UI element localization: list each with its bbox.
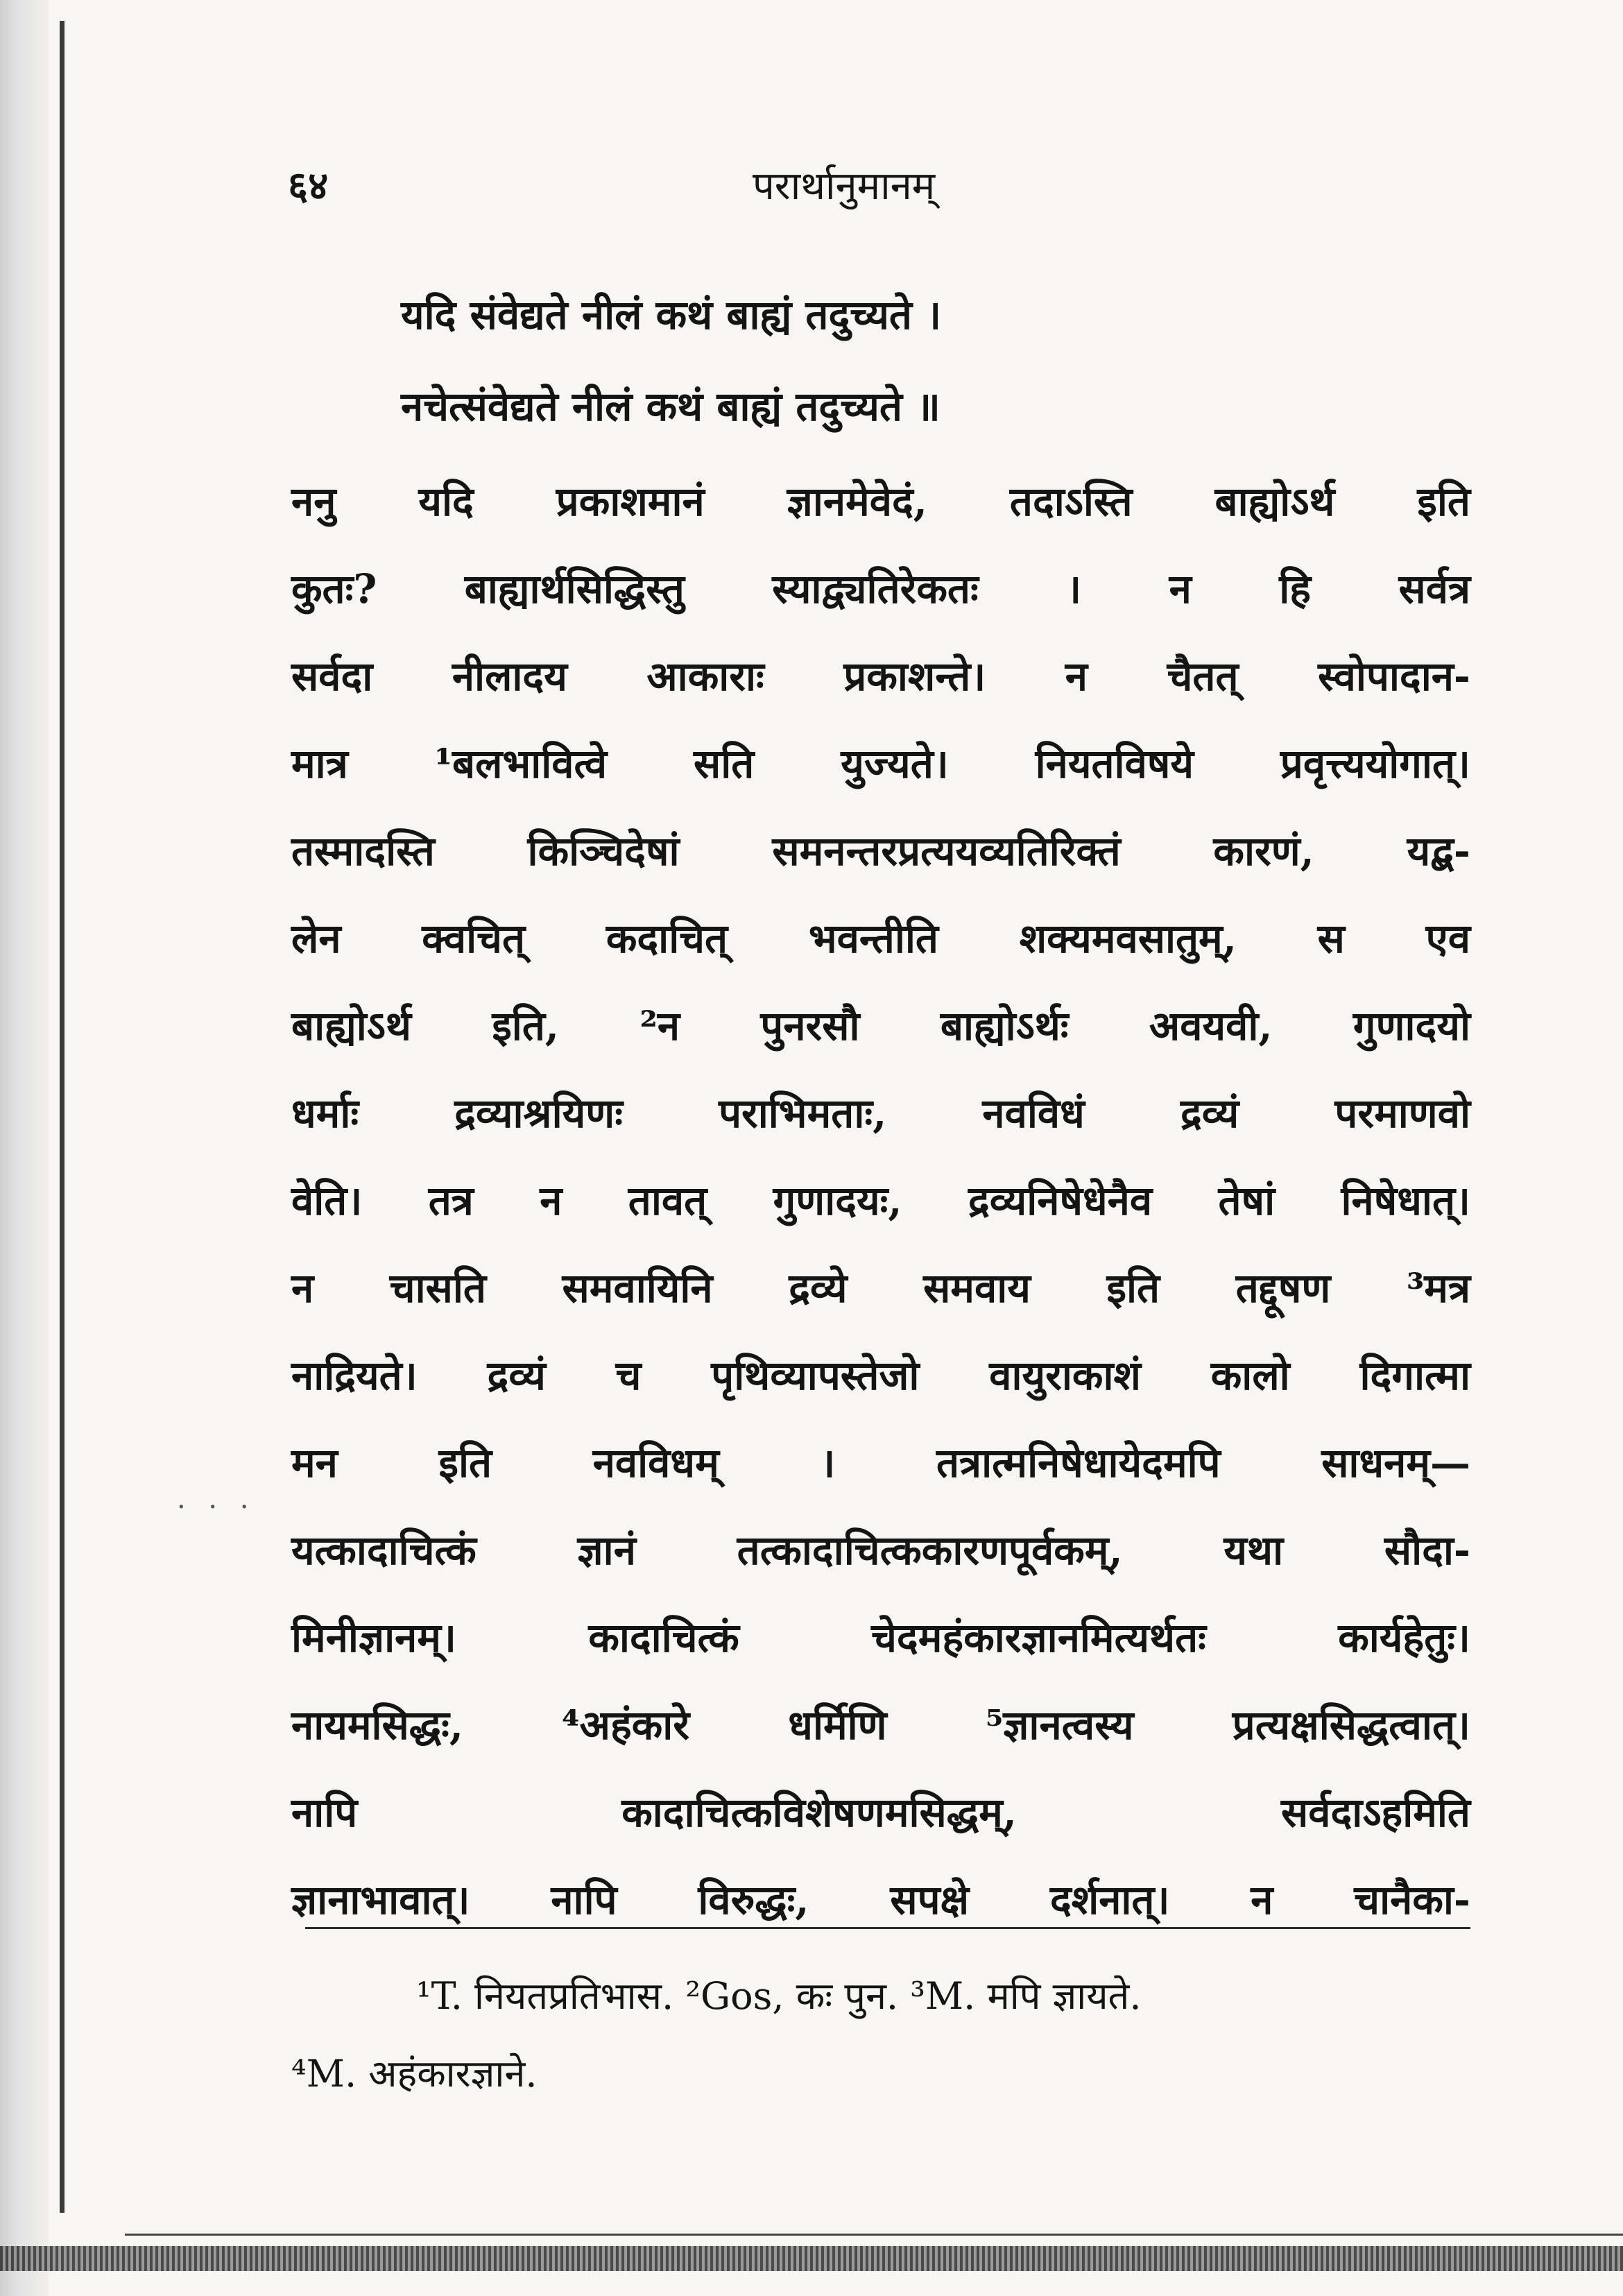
- body-line: यत्कादाचित्कं ज्ञानं तत्कादाचित्ककारणपूर्वकम्, यथा सौदा-: [291, 1527, 1470, 1574]
- body-line: न चासति समवायिनि द्रव्ये समवाय इति तद्दूषण ³मत्र: [291, 1265, 1470, 1312]
- footnotes: [291, 1957, 1470, 2113]
- body-line: तस्मादस्ति किञ्चिदेषां समनन्तरप्रत्ययव्यतिरिक्तं कारणं, यद्ब-: [291, 828, 1470, 875]
- scan-bottom-rule: [125, 2234, 1623, 2236]
- body-line: कुतः? बाह्यार्थसिद्धिस्तु स्याद्व्यतिरेकतः । न हि सर्वत्र: [291, 565, 1470, 612]
- body-line: नाद्रियते। द्रव्यं च पृथिव्यापस्तेजो वायुराकाशं कालो दिगात्मा: [291, 1352, 1470, 1399]
- footnote-line: ⁴M. अहंकारज्ञाने.: [291, 2052, 538, 2096]
- body-line: ज्ञानाभावात्। नापि विरुद्धः, सपक्षे दर्शनात्। न चानैका-: [291, 1876, 1470, 1924]
- binding-rule: [60, 21, 65, 2213]
- body-line: नायमसिद्धः, ⁴अहंकारे धर्मिणि ⁵ज्ञानत्वस्य प्रत्यक्षसिद्धत्वात्।: [291, 1702, 1470, 1749]
- body-text: [291, 458, 1470, 1944]
- margin-marks: · · ·: [177, 1491, 256, 1523]
- body-line: मन इति नवविधम् । तत्रात्मनिषेधायेदमपि साधनम्—: [291, 1439, 1470, 1487]
- body-line: मात्र ¹बलभावित्वे सति युज्यते। नियतविषये प्रवृत्त्ययोगात्।: [291, 740, 1470, 787]
- footnote-separator: [305, 1927, 1470, 1929]
- body-line: लेन क्वचित् कदाचित् भवन्तीति शक्यमवसातुम्, स एव: [291, 915, 1470, 962]
- body-line: मिनीज्ञानम्। कादाचित्कं चेदमहंकारज्ञानमित्यर्थतः कार्यहेतुः।: [291, 1614, 1470, 1661]
- footnote-line: ¹T. नियतप्रतिभास. ²Gos, कः पुन. ³M. मपि ज्ञायते.: [416, 1974, 1142, 2018]
- body-line: धर्माः द्रव्याश्रयिणः पराभिमताः, नवविधं द्रव्यं परमाणवो: [291, 1090, 1470, 1137]
- running-head: परार्थानुमानम्: [753, 164, 936, 209]
- page-number: ६४: [288, 163, 329, 209]
- body-line: ननु यदि प्रकाशमानं ज्ञानमेवेदं, तदाऽस्ति बाह्योऽर्थ इति: [291, 478, 1470, 525]
- body-line: नापि कादाचित्कविशेषणमसिद्धम्, सर्वदाऽहमिति: [291, 1789, 1470, 1836]
- scan-left-edge: [0, 0, 49, 2296]
- scan-bottom-strip: [0, 2246, 1623, 2271]
- verse-line: नचेत्संवेद्यते नीलं कथं बाह्यं तदुच्यते ॥: [401, 383, 941, 430]
- verse-line: यदि संवेद्यते नीलं कथं बाह्यं तदुच्यते ।: [401, 291, 942, 339]
- verse-block: [401, 269, 941, 452]
- body-line: बाह्योऽर्थ इति, ²न पुनरसौ बाह्योऽर्थः अवयवी, गुणादयो: [291, 1002, 1470, 1050]
- body-line: वेति। तत्र न तावत् गुणादयः, द्रव्यनिषेधेनैव तेषां निषेधात्।: [291, 1177, 1470, 1224]
- body-line: सर्वदा नीलादय आकाराः प्रकाशन्ते। न चैतत् स्वोपादान-: [291, 653, 1470, 700]
